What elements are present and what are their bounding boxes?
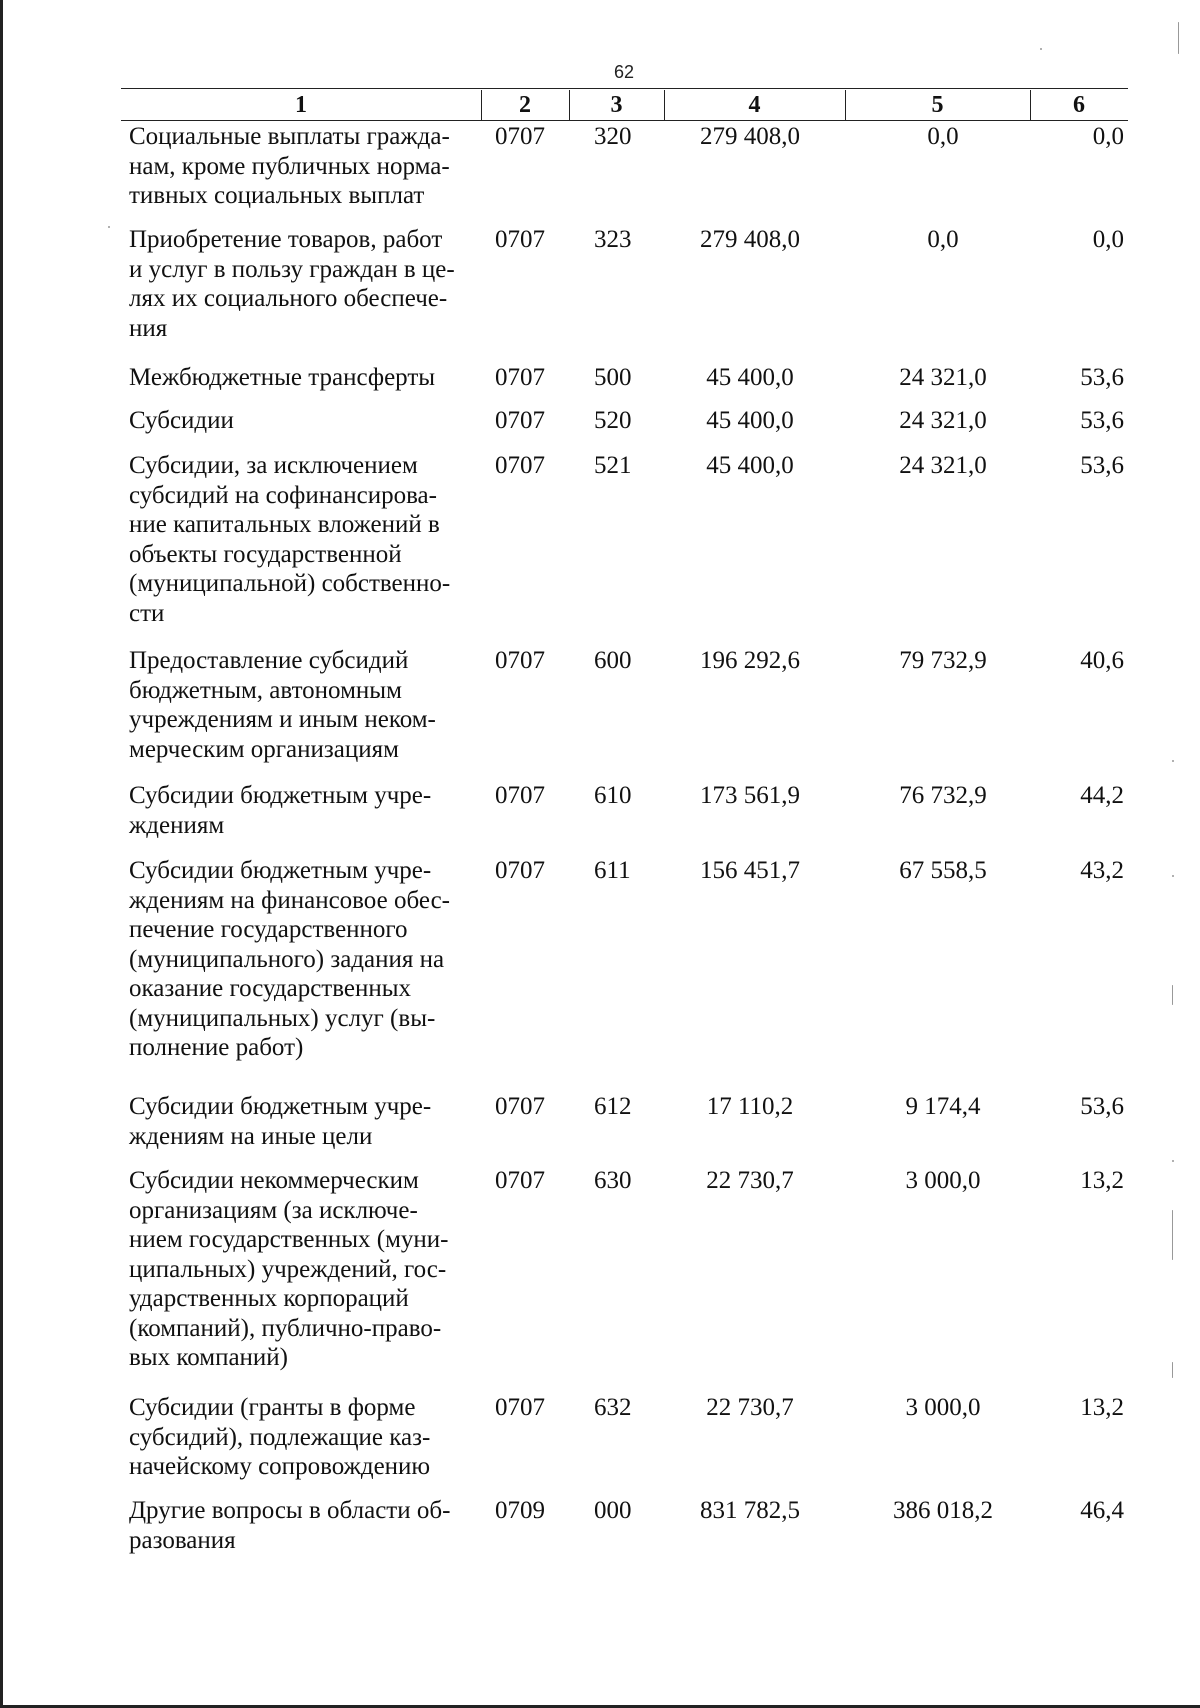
row-description: Субсидии бюджетным учре- ждениям на иные цели — [129, 1093, 432, 1150]
row-expense-type: 600 — [594, 647, 632, 674]
row-approved-amount: 22 730,7 — [706, 1167, 794, 1194]
row-description: Социальные выплаты граждa- нам, кроме публичных норма- тивных социальных выплат — [129, 123, 450, 209]
row-executed-amount: 386 018,2 — [893, 1497, 993, 1524]
row-approved-amount: 196 292,6 — [700, 647, 800, 674]
row-approved-amount: 156 451,7 — [700, 857, 800, 884]
row-description: Другие вопросы в области об- разования — [129, 1497, 451, 1554]
scan-artifact — [1172, 760, 1174, 762]
row-execution-percent: 43,2 — [1080, 857, 1124, 884]
header-col-6: 6 — [1073, 91, 1085, 118]
row-executed-amount: 3 000,0 — [905, 1167, 981, 1194]
row-execution-percent: 44,2 — [1080, 782, 1124, 809]
row-expense-type: 630 — [594, 1167, 632, 1194]
row-expense-type: 320 — [594, 123, 632, 150]
header-col-1: 1 — [295, 91, 307, 118]
row-expense-type: 323 — [594, 226, 632, 253]
header-col-3: 3 — [610, 91, 623, 118]
row-section-code: 0707 — [495, 1394, 545, 1421]
row-description: Субсидии бюджетным учре- ждениям на финансовое обес- печение государственного (муниципального) задания на оказание государственных (муниципальных) услуг (вы- полнение работ) — [129, 857, 450, 1061]
scan-artifact — [1172, 1362, 1173, 1378]
row-section-code: 0707 — [495, 452, 545, 479]
scan-artifact — [1172, 1210, 1173, 1260]
table-header-row — [121, 90, 1128, 121]
row-executed-amount: 0,0 — [927, 226, 959, 253]
scan-edge-left — [0, 0, 3, 1708]
row-expense-type: 611 — [594, 857, 631, 884]
scan-artifact — [1178, 22, 1179, 54]
row-execution-percent: 53,6 — [1080, 407, 1124, 434]
row-description: Субсидии — [129, 407, 234, 434]
row-description: Межбюджетные трансферты — [129, 364, 436, 391]
header-col-5: 5 — [931, 91, 944, 118]
row-section-code: 0707 — [495, 364, 545, 391]
row-description: Субсидии, за исключением субсидий на софинансирова- ние капитальных вложений в объекты государственной (муниципальной) собственно- сти — [129, 452, 451, 627]
scan-artifact — [1172, 875, 1174, 877]
header-col-4: 4 — [748, 91, 761, 118]
row-approved-amount: 45 400,0 — [706, 407, 794, 434]
row-executed-amount: 9 174,4 — [905, 1093, 981, 1120]
scan-artifact — [1172, 1160, 1174, 1162]
row-approved-amount: 17 110,2 — [706, 1093, 794, 1120]
row-description: Предоставление субсидий бюджетным, автономным учреждениям и иным неком- мерческим организациям — [129, 647, 436, 763]
row-approved-amount: 279 408,0 — [700, 226, 800, 253]
row-expense-type: 520 — [594, 407, 632, 434]
row-section-code: 0707 — [495, 857, 545, 884]
row-execution-percent: 46,4 — [1080, 1497, 1124, 1524]
row-approved-amount: 279 408,0 — [700, 123, 800, 150]
row-execution-percent: 53,6 — [1080, 452, 1124, 479]
row-execution-percent: 13,2 — [1080, 1394, 1124, 1421]
row-execution-percent: 53,6 — [1080, 1093, 1124, 1120]
row-executed-amount: 76 732,9 — [899, 782, 987, 809]
row-expense-type: 000 — [594, 1497, 632, 1524]
scan-artifact — [108, 226, 110, 228]
row-execution-percent: 0,0 — [1092, 226, 1124, 253]
row-section-code: 0707 — [495, 407, 545, 434]
row-execution-percent: 13,2 — [1080, 1167, 1124, 1194]
row-execution-percent: 40,6 — [1080, 647, 1124, 674]
row-approved-amount: 22 730,7 — [706, 1394, 794, 1421]
row-executed-amount: 3 000,0 — [905, 1394, 981, 1421]
row-section-code: 0707 — [495, 782, 545, 809]
row-description: Приобретение товаров, работ и услуг в пользу граждан в це- лях их социального обеспече- ния — [129, 226, 455, 342]
row-executed-amount: 24 321,0 — [899, 407, 987, 434]
row-section-code: 0707 — [495, 1167, 545, 1194]
scan-artifact — [1040, 48, 1042, 50]
row-description: Субсидии (гранты в форме субсидий), подлежащие каз- начейскому сопровождению — [129, 1394, 431, 1480]
row-expense-type: 610 — [594, 782, 632, 809]
row-execution-percent: 53,6 — [1080, 364, 1124, 391]
row-expense-type: 612 — [594, 1093, 632, 1120]
row-expense-type: 521 — [594, 452, 632, 479]
page-number: 62 — [613, 62, 635, 82]
row-execution-percent: 0,0 — [1092, 123, 1124, 150]
row-expense-type: 500 — [594, 364, 632, 391]
row-executed-amount: 24 321,0 — [899, 452, 987, 479]
row-approved-amount: 831 782,5 — [700, 1497, 800, 1524]
row-description: Субсидии некоммерческим организациям (за исключе- нием государственных (муни- ципальных) учреждений, гос- ударственных корпораций (компаний), публично-право- вых компаний) — [129, 1167, 449, 1371]
row-approved-amount: 173 561,9 — [700, 782, 800, 809]
row-executed-amount: 67 558,5 — [899, 857, 987, 884]
header-col-2: 2 — [519, 91, 531, 118]
row-approved-amount: 45 400,0 — [706, 452, 794, 479]
row-section-code: 0707 — [495, 226, 545, 253]
row-executed-amount: 79 732,9 — [899, 647, 987, 674]
scan-artifact — [1172, 985, 1173, 1005]
row-description: Субсидии бюджетным учре- ждениям — [129, 782, 432, 839]
row-section-code: 0707 — [495, 123, 545, 150]
row-expense-type: 632 — [594, 1394, 632, 1421]
row-section-code: 0707 — [495, 647, 545, 674]
row-section-code: 0707 — [495, 1093, 545, 1120]
row-executed-amount: 0,0 — [927, 123, 959, 150]
header-top-rule — [121, 88, 1128, 89]
row-approved-amount: 45 400,0 — [706, 364, 794, 391]
row-section-code: 0709 — [495, 1497, 545, 1524]
row-executed-amount: 24 321,0 — [899, 364, 987, 391]
